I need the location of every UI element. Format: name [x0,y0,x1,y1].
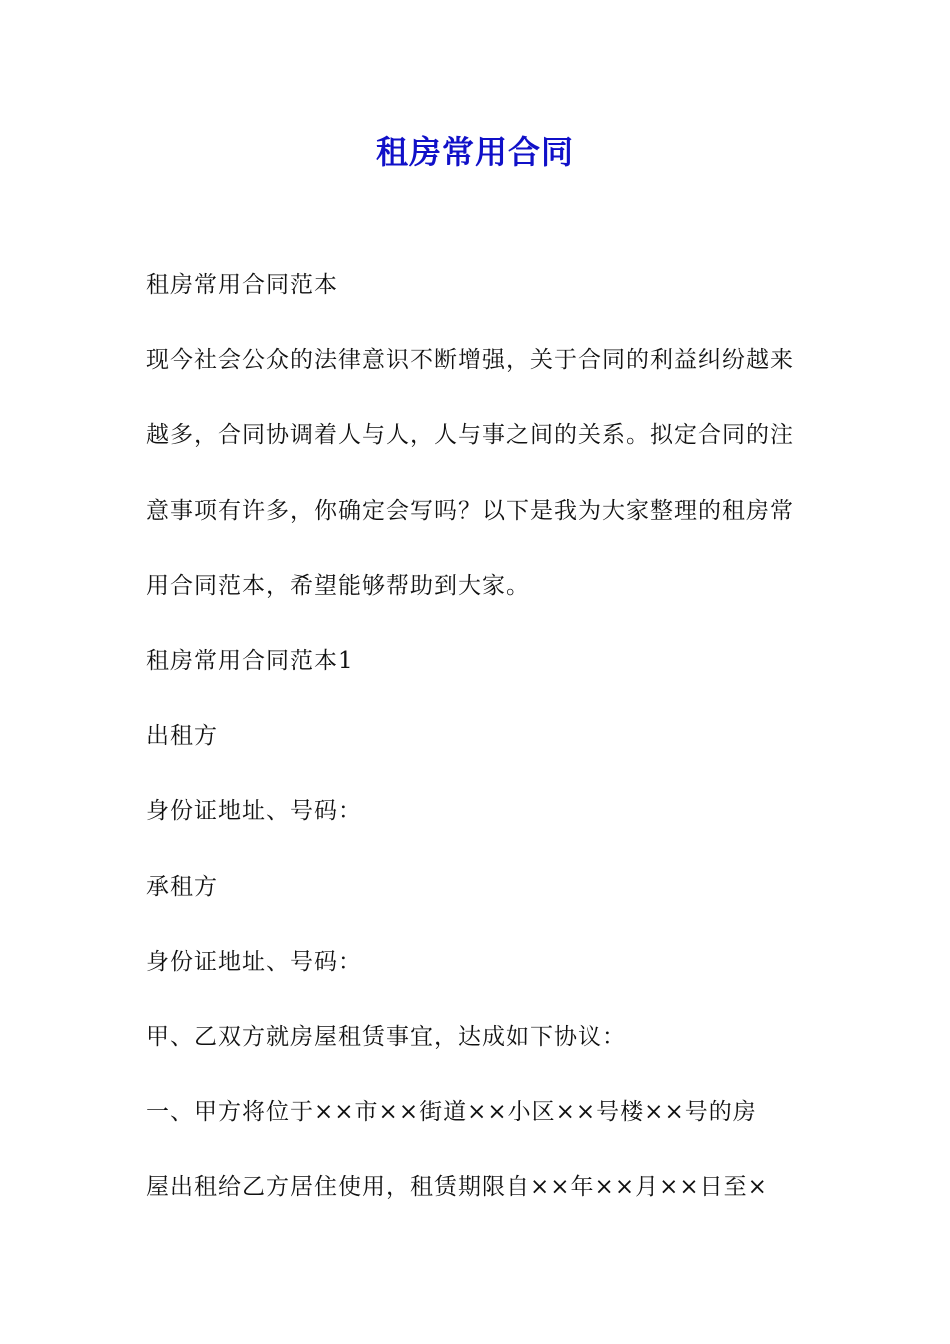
paragraph-line: 现今社会公众的法律意识不断增强，关于合同的利益纠纷越来 [146,347,794,374]
section-heading: 租房常用合同范本1 [146,647,354,674]
lessor-id-label: 身份证地址、号码： [146,798,362,825]
lessee-label: 承租方 [146,873,218,900]
document-body [146,266,810,1243]
agreement-intro: 甲、乙双方就房屋租赁事宜，达成如下协议： [146,1023,626,1050]
clause-line: 屋出租给乙方居住使用，租赁期限自××年××月××日至× [146,1174,768,1201]
paragraph-line: 意事项有许多，你确定会写吗？以下是我为大家整理的租房常 [146,497,794,524]
paragraph-line: 用合同范本，希望能够帮助到大家。 [146,572,530,599]
paragraph-line: 越多，合同协调着人与人，人与事之间的关系。拟定合同的注 [146,422,794,449]
lessor-label: 出租方 [146,723,218,750]
document-title: 租房常用合同 [375,133,574,171]
clause-line: 一、甲方将位于××市××街道××小区××号楼××号的房 [146,1099,757,1126]
lessee-id-label: 身份证地址、号码： [146,948,362,975]
section-heading: 租房常用合同范本 [146,272,338,298]
